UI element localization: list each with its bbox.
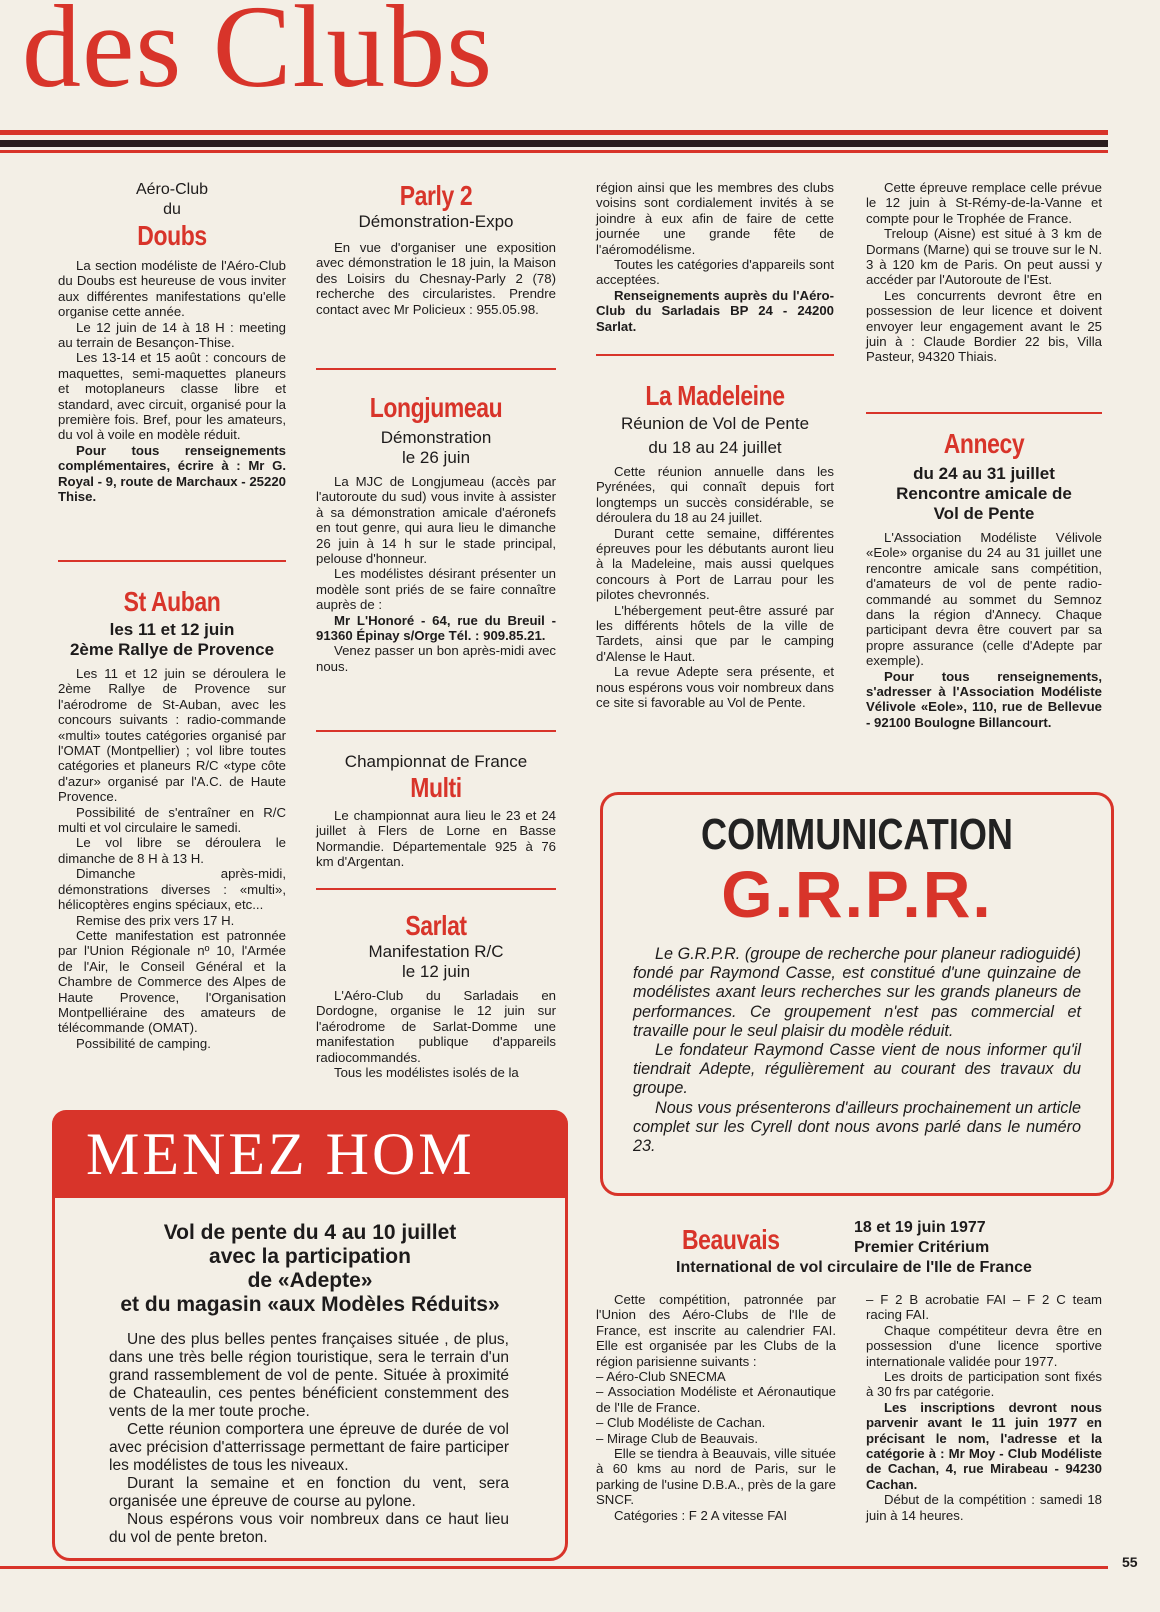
sarlat-subtitle: Manifestation R/C — [368, 942, 504, 961]
sarlat-para: Toutes les catégories d'appareils sont acceptées. — [596, 257, 834, 288]
annecy-title: Annecy — [943, 428, 1025, 459]
beauvais-club-item: – Mirage Club de Beauvais. — [596, 1430, 759, 1446]
communication-body — [633, 945, 1081, 1156]
longjumeau-contact: Mr L'Honoré - 64, rue du Breuil - 91360 Épinay s/Orge Tél. : 909.85.21. — [316, 612, 556, 644]
madeleine-para: Durant cette semaine, différentes épreuves pour les débutants auront lieu à la Madeleine, mais aussi quelques concours à Port de Larrau pour les pilotes chevronnés. — [596, 525, 834, 603]
madeleine-title: La Madeleine — [645, 380, 785, 411]
menez-hom-title: MENEZ HOM — [86, 1121, 475, 1187]
trophee-para: Treloup (Aisne) est situé à 3 km de Dormans (Marne) qui se trouve sur le N. 3 à 120 km de Paris. On peut aussi y accéder par l'Autoroute de l'Est. — [866, 226, 1102, 288]
annecy-subtitle: Rencontre amicale de — [896, 484, 1072, 503]
annecy-subtitle: Vol de Pente — [933, 504, 1035, 523]
stauban-title: St Auban — [123, 586, 221, 617]
beauvais-club-item: – Club Modéliste de Cachan. — [596, 1415, 766, 1431]
stauban-para: Remise des prix vers 17 H. — [76, 912, 235, 928]
stauban-subtitle: les 11 et 12 juin — [109, 620, 235, 639]
beauvais-subtitle: International de vol circulaire de l'Ile de France — [676, 1259, 1032, 1276]
sarlat-subtitle: le 12 juin — [401, 962, 471, 981]
doubs-article — [58, 180, 286, 505]
madeleine-article — [596, 380, 834, 711]
sarlat-para: L'Aéro-Club du Sarladais en Dordogne, organise le 12 juin sur l'aérodrome de Sarlat-Domme une manifestation publique d'appareils radiocommandés. — [316, 988, 556, 1065]
beauvais-para: Cette compétition, patronnée par l'Union des Aéro-Clubs de l'Ile de France, est inscrite au calendrier FAI. Elle est organisée par les Clubs de la région parisienne suivants : — [596, 1292, 836, 1369]
beauvais-para: Elle se tiendra à Beauvais, ville située à 60 kms au nord de Paris, sur le parking de l'usine D.B.A., près de la gare SNCF. — [596, 1446, 836, 1508]
parly-title: Parly 2 — [399, 180, 473, 211]
menez-hom-box — [52, 1110, 568, 1561]
multi-article — [316, 752, 556, 870]
stauban-para: Possibilité de s'entraîner en R/C multi et vol circulaire le samedi. — [58, 804, 286, 836]
beauvais-para: Chaque compétiteur devra être en possession d'une licence sportive internationale validée pour 1977. — [866, 1322, 1102, 1369]
menez-para: Durant la semaine et en fonction du vent, sera organisée une épreuve de course au pylone. — [109, 1475, 509, 1510]
sarlat-continued — [596, 180, 834, 334]
longjumeau-para: Les modélistes désirant présenter un modèle sont priés de se faire connaître auprès de : — [316, 566, 556, 613]
madeleine-para: Cette réunion annuelle dans les Pyrénées, qui connaît depuis fort longtemps un succès considérable, se déroulera du 18 au 24 juillet. — [596, 464, 834, 526]
menez-para: Cette réunion comportera une épreuve de durée de vol avec précision d'atterrissage permettant de faire participer les modélistes de tous les niveaux. — [109, 1421, 509, 1474]
menez-headline-line: Vol de pente du 4 au 10 juillet — [163, 1221, 457, 1244]
longjumeau-subtitle: Démonstration — [380, 428, 492, 447]
multi-title: Multi — [410, 772, 462, 803]
stauban-para: Cette manifestation est patronnée par l'Union Régionale nº 10, l'Armée de l'Air, le Conseil Général et la Chambre de Commerce des Alpes de Haute Provence, l'Organisation Montpelliéraine des amateurs de télécommande (OMAT). — [58, 927, 286, 1036]
beauvais-col1 — [596, 1292, 836, 1523]
beauvais-subtitle: Premier Critérium — [854, 1239, 990, 1256]
beauvais-para: Les droits de participation sont fixés à 30 frs par catégorie. — [866, 1369, 1102, 1400]
madeleine-subtitle: du 18 au 24 juillet — [648, 438, 782, 457]
beauvais-contact: Les inscriptions devront nous parvenir avant le 11 juin 1977 en précisant le nom, l'adresse et la catégorie à : Mr Moy - Club Modéliste de Cachan, 4, rue Mirabeau - 94230 Cachan. — [866, 1399, 1102, 1492]
sarlat-contact: Renseignements auprès du l'Aéro-Club du Sarladais BP 24 - 24200 Sarlat. — [596, 287, 834, 334]
longjumeau-article — [316, 392, 556, 674]
doubs-para: La section modéliste de l'Aéro-Club du Doubs est heureuse de vous inviter aux différentes manifestations qu'elle organise cette année. — [58, 258, 286, 320]
separator — [596, 354, 834, 356]
doubs-title: Doubs — [137, 220, 207, 251]
multi-para: Le championnat aura lieu le 23 et 24 juillet à Flers de Lorne en Basse Normandie. Départementale 925 à 76 km d'Argentan. — [316, 808, 556, 870]
communication-para: Nous vous présenterons d'ailleurs prochainement un article complet sur les Cyrell dont nous avons parlé dans le numéro 23. — [633, 1098, 1081, 1156]
parly-para: En vue d'organiser une exposition avec démonstration le 18 juin, la Maison des Loisirs du Chesnay-Parly 2 (78) recherche des circularistes. Prendre contact avec Mr Policieux : 955.05.98. — [316, 240, 556, 317]
communication-para: Le G.R.P.R. (groupe de recherche pour planeur radioguidé) fondé par Raymond Casse, est constitué d'une quinzaine de modélistes axant leurs recherches sur les grands planeurs de performances. Ce groupement n'est pas commercial et travaille pour le seul plaisir du modèle réduit. — [633, 945, 1081, 1040]
stauban-para: Les 11 et 12 juin se déroulera le 2ème Rallye de Provence sur l'aérodrome de St-Auban, avec les concours suivants : radio-commande «multi» toutes catégories organisé par l'OMAT (Montpellier) ; vol libre toutes catégories et planeurs R/C «type côte d'azur» organisé par l'A.C. de Haute Provence. — [58, 666, 286, 805]
annecy-article — [866, 428, 1102, 730]
doubs-para: Le 12 juin de 14 à 18 H : meeting au terrain de Besançon-Thise. — [58, 319, 286, 351]
sarlat-article — [316, 910, 556, 1080]
trophee-para: Les concurrents devront être en possession de leur licence et doivent envoyer leur engagement avant le 25 juin à : Claude Bordier 22 bis, Villa Pasteur, 94320 Thiais. — [866, 287, 1102, 365]
menez-para: Une des plus belles pentes françaises située , de plus, dans une très belle région touristique, sera le terrain d'un grand rassemblement de vol de pente. Située à proximité de Chateaulin, ces pentes bénéficient constemment des vents de la mer toute proche. — [109, 1331, 509, 1420]
longjumeau-title: Longjumeau — [369, 392, 503, 423]
sarlat-para: Tous les modélistes isolés de la — [334, 1065, 519, 1081]
menez-para: Nous espérons vous voir nombreux dans ce haut lieu du vol de pente breton. — [109, 1511, 509, 1546]
doubs-contact: Pour tous renseignements complémentaires, écrire à : Mr G. Royal - 9, route de Marchaux - 25220 Thise. — [58, 442, 286, 505]
footer-rule — [0, 1566, 1108, 1569]
communication-para: Le fondateur Raymond Casse vient de nous informer qu'il tiendrait Adepte, régulièrement au courant des travaux du groupe. — [633, 1041, 1081, 1098]
longjumeau-closing: Venez passer un bon après-midi avec nous. — [316, 643, 556, 674]
sarlat-title: Sarlat — [405, 910, 467, 941]
masthead-title: des Clubs — [22, 0, 494, 112]
separator — [866, 412, 1102, 414]
stauban-para: Le vol libre se déroulera le dimanche de 8 H à 13 H. — [58, 835, 286, 866]
beauvais-date: 18 et 19 juin 1977 — [854, 1219, 986, 1236]
beauvais-header — [600, 1216, 1108, 1278]
beauvais-col2 — [866, 1292, 1102, 1523]
menez-headline-line: et du magasin «aux Modèles Réduits» — [120, 1293, 500, 1316]
grpr-title: G.R.P.R. — [721, 857, 993, 931]
madeleine-subtitle: Réunion de Vol de Pente — [620, 414, 810, 433]
communication-title: COMMUNICATION — [701, 810, 1013, 859]
masthead-rule-bottom — [0, 140, 1108, 147]
stauban-para: Possibilité de camping. — [76, 1035, 211, 1051]
doubs-kicker-du: du — [163, 201, 181, 218]
beauvais-club-item: – Association Modéliste et Aéronautique de l'Ile de France. — [596, 1384, 836, 1415]
multi-kicker: Championnat de France — [344, 752, 528, 771]
madeleine-para: L'hébergement peut-être assuré par les différents hôtels de la ville de Tardets, ainsi que par le camping d'Alense le Haut. — [596, 602, 834, 664]
communication-box — [600, 792, 1114, 1196]
menez-headline-line: avec la participation — [209, 1245, 411, 1268]
stauban-article — [58, 586, 286, 1051]
menez-hom-headline — [55, 1221, 565, 1317]
page-number: 55 — [1122, 1554, 1138, 1570]
masthead-rule-lower — [0, 150, 1108, 153]
masthead-rule-top — [0, 130, 1108, 135]
doubs-para: Les 13-14 et 15 août : concours de maquettes, semi-maquettes planeurs et motoplaneurs classe libre et standard, avec circuit, organisé pour la première fois. Bref, pour les amateurs, du vol à voile en modèle réduit. — [58, 350, 286, 443]
parly-article — [316, 180, 556, 317]
doubs-kicker: Aéro-Club — [135, 181, 209, 198]
separator — [316, 368, 556, 370]
madeleine-para: La revue Adepte sera présente, et nous espérons vous voir nombreux dans ce site si favorable au Vol de Pente. — [596, 664, 834, 711]
beauvais-para: – F 2 B acrobatie FAI – F 2 C team racing FAI. — [866, 1292, 1102, 1323]
menez-headline-line: de «Adepte» — [247, 1269, 373, 1292]
menez-hom-banner — [52, 1110, 568, 1198]
longjumeau-subtitle: le 26 juin — [401, 448, 471, 467]
separator — [316, 888, 556, 890]
trophee-article — [866, 180, 1102, 365]
beauvais-closing: Début de la compétition : samedi 18 juin à 14 heures. — [866, 1492, 1102, 1523]
beauvais-title: Beauvais — [682, 1224, 780, 1255]
trophee-para: Cette épreuve remplace celle prévue le 12 juin à St-Rémy-de-la-Vanne et compte pour le Trophée de France. — [866, 180, 1102, 226]
beauvais-club-item: – Aéro-Club SNECMA — [596, 1369, 726, 1385]
menez-hom-body — [109, 1331, 509, 1547]
annecy-para: L'Association Modéliste Vélivole «Eole» organise du 24 au 31 juillet une rencontre amicale sans compétition, d'amateurs de vol de pente radio-commandé au sommet du Semnoz dans la région d'Annecy. Chaque participant devra être couvert par sa propre assurance (celle d'Adepte par exemple). — [866, 530, 1102, 669]
stauban-subtitle: 2ème Rallye de Provence — [69, 640, 275, 659]
separator — [58, 560, 286, 562]
sarlat-cont-para: région ainsi que les membres des clubs voisins sont cordialement invités à se joindre à eux afin de faire de cette journée une grande fête de l'aéromodélisme. — [596, 180, 834, 257]
separator — [316, 730, 556, 732]
annecy-subtitle: du 24 au 31 juillet — [913, 464, 1055, 483]
annecy-contact: Pour tous renseignements, s'adresser à l'Association Modéliste Vélivole «Eole», 110, rue de Bellevue - 92100 Boulogne Billancourt. — [866, 668, 1102, 730]
longjumeau-para: La MJC de Longjumeau (accès par l'autoroute du sud) vous invite à assister à sa démonstration amicale d'aéronefs en tout genre, qui aura lieu le dimanche 26 juin à 14 h sur le stade principal, pelouse d'honneur. — [316, 474, 556, 567]
stauban-para: Dimanche après-midi, démonstrations diverses : «multi», hélicoptères engins spéciaux, etc... — [58, 866, 286, 913]
parly-subtitle: Démonstration-Expo — [358, 212, 514, 231]
beauvais-para: Catégories : F 2 A vitesse FAI — [614, 1507, 787, 1523]
